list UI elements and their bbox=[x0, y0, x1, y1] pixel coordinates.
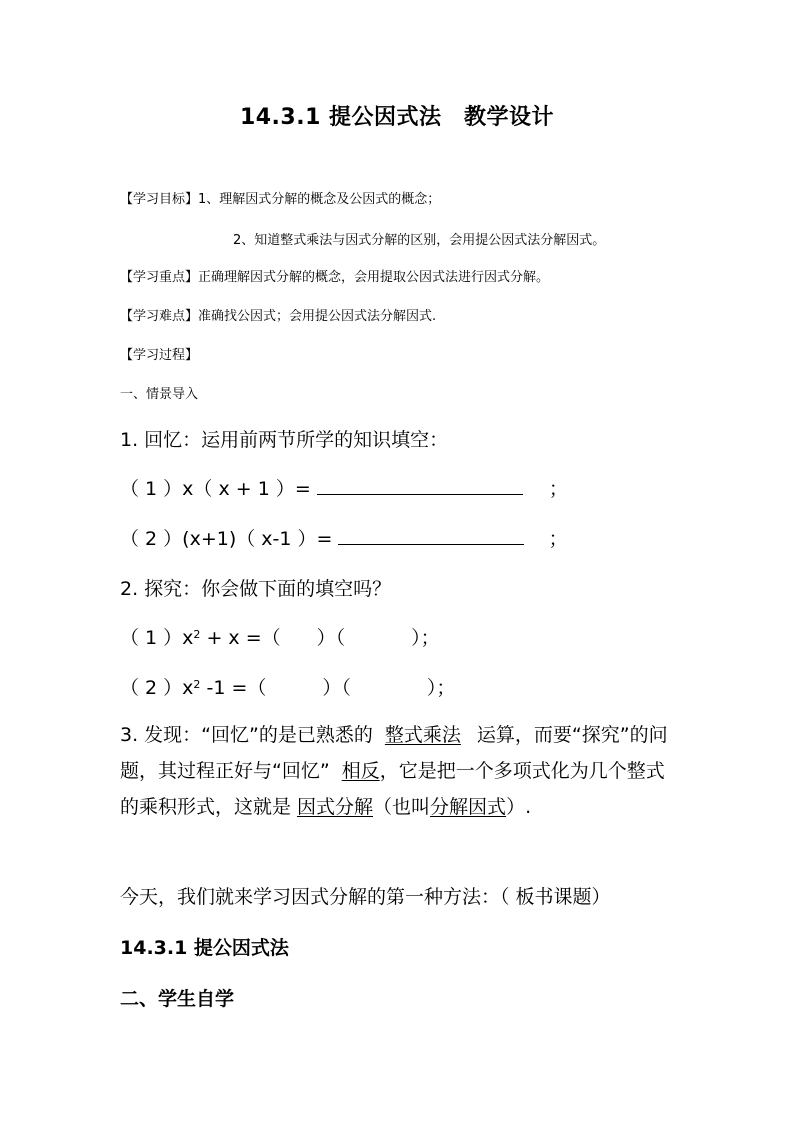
explore-q2-end: ）； bbox=[426, 677, 456, 699]
key-points-text: 正确理解因式分解的概念，会用提取公因式法进行因式分解。 bbox=[198, 270, 550, 285]
process-label: 【学习过程】 bbox=[120, 348, 199, 363]
key-points-label: 【学习重点】 bbox=[120, 270, 199, 285]
discover-text-2: 运算，而要“探究”的问题，其过程正好与“回忆” bbox=[120, 724, 668, 782]
objective-item-1: 1、理解因式分解的概念及公因式的概念； bbox=[198, 192, 441, 207]
underline-answer-1: 整式乘法 bbox=[384, 724, 461, 746]
exponent-2: 2 bbox=[193, 628, 201, 641]
recall-q2-text: （ 2 ）(x+1)（ x-1 ）= bbox=[120, 528, 333, 550]
exponent-2: 2 bbox=[193, 678, 201, 691]
recall-q2-end: ； bbox=[548, 528, 568, 550]
discover-text-5: ）. bbox=[506, 796, 532, 818]
explore-question-1 bbox=[120, 623, 440, 650]
explore-q2-mid: ）（ bbox=[322, 677, 351, 699]
lesson-heading: 14.3.1 提公因式法 bbox=[120, 937, 289, 959]
explore-q2-pre: （ 2 ）x bbox=[120, 677, 194, 699]
answer-blank-1[interactable] bbox=[317, 476, 523, 495]
discover-paragraph bbox=[120, 717, 680, 825]
recall-heading: 1. 回忆：运用前两节所学的知识填空： bbox=[120, 429, 449, 451]
objectives-row bbox=[120, 188, 440, 207]
explore-q1-pre: （ 1 ）x bbox=[120, 627, 194, 649]
underline-answer-4: 分解因式 bbox=[430, 796, 507, 818]
recall-q1-end: ； bbox=[548, 478, 568, 500]
explore-q1-post: + x =（ bbox=[200, 627, 281, 649]
answer-blank-2[interactable] bbox=[338, 526, 524, 545]
explore-q1-mid: ）（ bbox=[316, 627, 346, 649]
difficulties-label: 【学习难点】 bbox=[120, 309, 199, 324]
discover-text-4: （也叫 bbox=[373, 796, 431, 818]
recall-question-1 bbox=[120, 474, 568, 501]
document-title: 14.3.1 提公因式法 教学设计 bbox=[239, 105, 555, 130]
explore-q2-post: -1 =（ bbox=[200, 677, 267, 699]
underline-answer-2: 相反 bbox=[341, 760, 380, 782]
objective-item-2: 2、知道整式乘法与因式分解的区别，会用提公因式法分解因式。 bbox=[233, 233, 606, 248]
recall-question-2 bbox=[120, 524, 568, 551]
difficulties-row bbox=[120, 305, 436, 324]
key-points-row bbox=[120, 266, 549, 285]
today-sentence: 今天，我们就来学习因式分解的第一种方法：（ 板书课题） bbox=[120, 886, 611, 908]
explore-question-2 bbox=[120, 673, 455, 700]
discover-text-1: 3. 发现：“回忆”的是已熟悉的 bbox=[120, 724, 373, 746]
objectives-label: 【学习目标】 bbox=[120, 192, 199, 207]
section2-heading: 二、学生自学 bbox=[120, 988, 235, 1010]
recall-q1-text: （ 1 ）x（ x + 1 ）= bbox=[120, 478, 311, 500]
explore-q1-end: ）； bbox=[411, 627, 440, 649]
discover-text-3: ，它是把一个多项式化为几个整式的乘积形式，这就是 bbox=[120, 760, 665, 818]
difficulties-text: 准确找公因式；会用提公因式法分解因式. bbox=[198, 309, 437, 324]
underline-answer-3: 因式分解 bbox=[297, 796, 374, 818]
section1-heading: 一、情景导入 bbox=[120, 387, 199, 402]
explore-heading: 2. 探究：你会做下面的填空吗？ bbox=[120, 578, 392, 600]
